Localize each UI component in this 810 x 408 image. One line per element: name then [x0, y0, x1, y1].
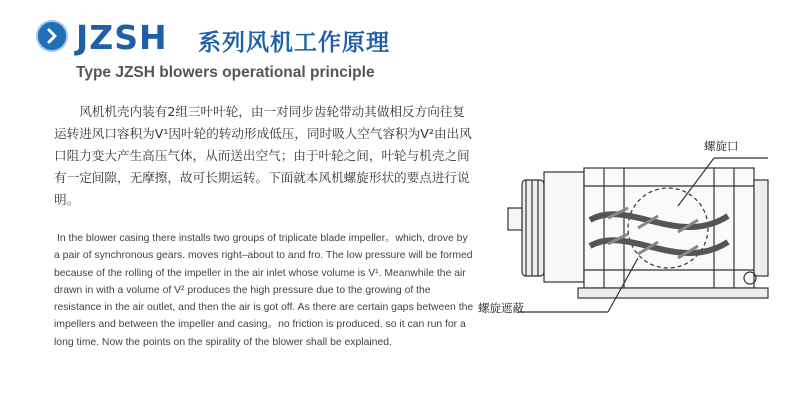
label-spiral-shield: 螺旋遮蔽: [478, 301, 524, 315]
blower-diagram: [478, 128, 778, 342]
page-title: JZSH: [76, 18, 168, 57]
label-spiral-outlet: 螺旋口: [704, 139, 739, 153]
chevron-right-icon: [38, 22, 66, 50]
page-subtitle: Type JZSH blowers operational principle: [76, 64, 375, 81]
page-title-cn: 系列风机工作原理: [198, 30, 390, 56]
description-cn: 风机机壳内装有2组三叶叶轮，由一对同步齿轮带动其做相反方向往复运转进风口容积为V¹因叶轮的转动形成低压，同时吸人空气容积为V²由出风口阻力变大产生高压气体，从而送出空气；由于叶轮之间，叶轮与机壳之间有一定间隙，无摩擦，故可长期运转。下面就本风机螺旋形状的要点进行说明。: [54, 104, 472, 207]
description-en: In the blower casing there installs two groups of triplicate blade impeller。which, drove by a pair of synchronous gears. moves right–about to and fro. The low pressure will be formed because of the rolling of the impeller in the air inlet whose volume is V¹. Meanwhile the air drawn in with a volume of V² produces the high pressure due to the growing of the resistance in the air outlet, and then the air is got off. As there are certain gaps between the impellers and between the impeller and casing。no friction is produced. so it can run for a long time. Now the points on the spirality of the blower shall be explained.: [54, 233, 474, 348]
